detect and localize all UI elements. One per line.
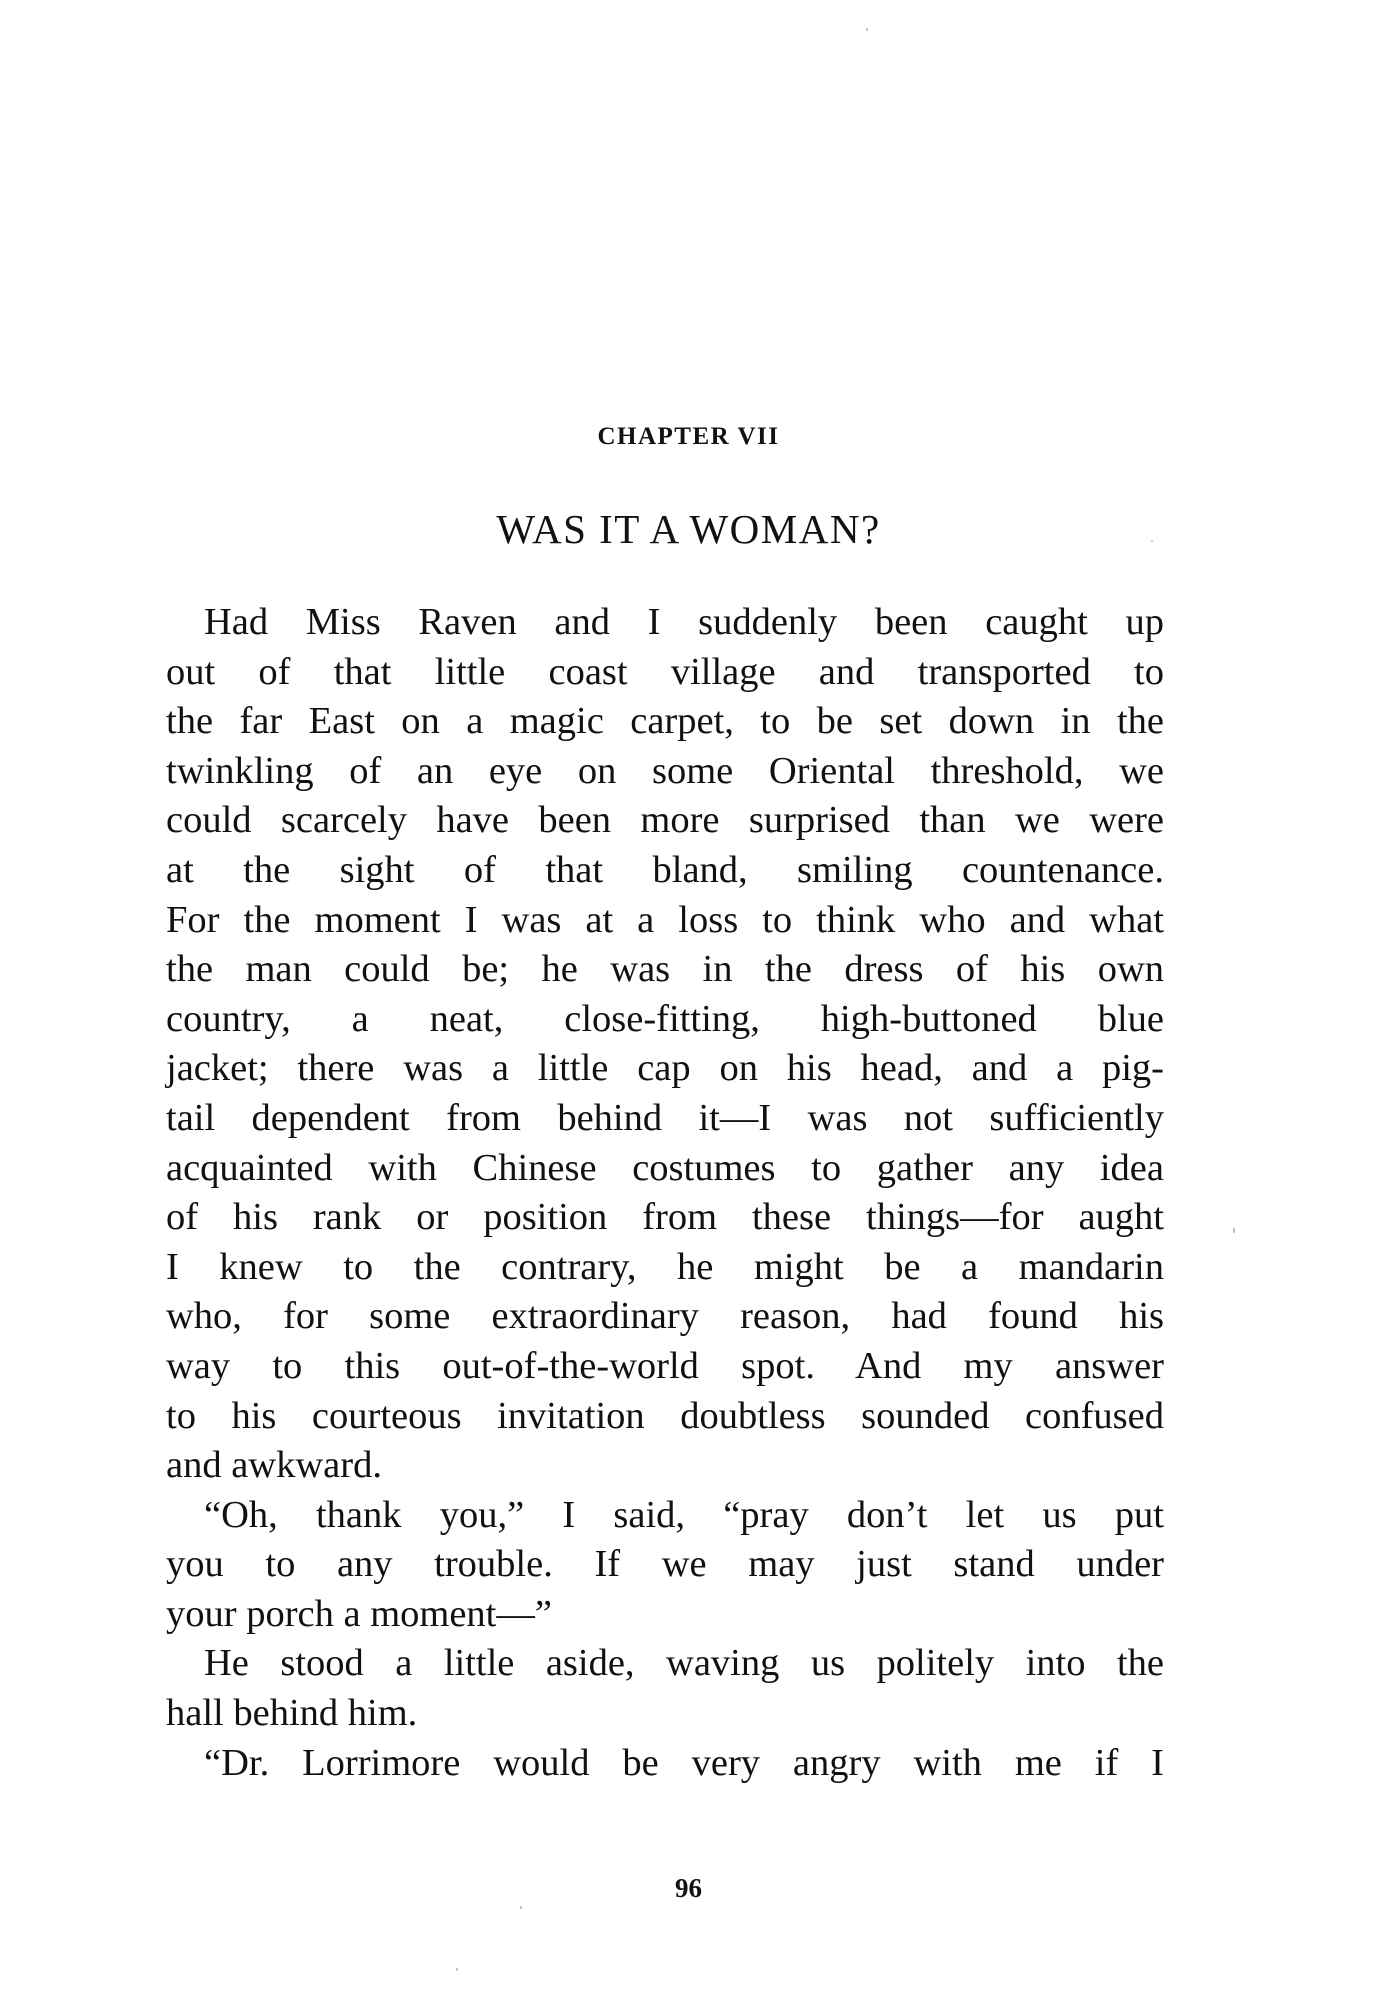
text-line: twinkling of an eye on some Oriental threshold, we <box>166 749 1164 792</box>
text-line: jacket; there was a little cap on his head, and a pig- <box>166 1047 1164 1090</box>
text-line: Had Miss Raven and I suddenly been caught up <box>204 601 1164 643</box>
text-line: hall behind him. <box>166 1692 418 1735</box>
text-line: “Dr. Lorrimore would be very angry with me if I <box>204 1741 1164 1784</box>
paragraph-1 <box>166 598 1164 1491</box>
text-line: way to this out-of-the-world spot. And my answer <box>166 1344 1164 1387</box>
text-line: your porch a moment—” <box>166 1592 552 1635</box>
page-number: 96 <box>675 1873 702 1903</box>
chapter-label: CHAPTER VII <box>597 423 780 450</box>
text-line: tail dependent from behind it—I was not sufficiently <box>166 1096 1164 1139</box>
text-line: country, a neat, close-fitting, high-buttoned blue <box>166 997 1164 1040</box>
paragraph-3 <box>166 1639 1164 1738</box>
text-line: the far East on a magic carpet, to be set down in the <box>166 700 1164 743</box>
paragraph-2 <box>166 1491 1164 1640</box>
text-line: I knew to the contrary, he might be a mandarin <box>166 1245 1164 1288</box>
text-line: could scarcely have been more surprised than we were <box>166 799 1164 842</box>
paragraph-4 <box>166 1739 1164 1789</box>
text-line: “Oh, thank you,” I said, “pray don’t let us put <box>204 1493 1164 1536</box>
text-line: the man could be; he was in the dress of his own <box>166 948 1164 991</box>
text-line: For the moment I was at a loss to think who and what <box>166 898 1164 941</box>
scan-speck <box>456 1968 458 1971</box>
text-line: and awkward. <box>166 1444 382 1487</box>
scan-speck <box>866 28 868 31</box>
body-text <box>166 598 1164 1788</box>
text-line: He stood a little aside, waving us politely into the <box>204 1642 1164 1685</box>
text-line: you to any trouble. If we may just stand under <box>166 1543 1164 1586</box>
scan-speck <box>1151 540 1153 542</box>
text-line: acquainted with Chinese costumes to gather any idea <box>166 1146 1164 1189</box>
text-line: of his rank or position from these things—for aught <box>166 1196 1164 1239</box>
scan-speck <box>520 1906 522 1909</box>
text-line: who, for some extraordinary reason, had found his <box>166 1295 1164 1338</box>
chapter-title: WAS IT A WOMAN? <box>496 506 881 552</box>
text-line: out of that little coast village and transported to <box>166 650 1164 693</box>
scan-speck <box>1233 1228 1235 1233</box>
text-line: to his courteous invitation doubtless sounded confused <box>166 1394 1164 1437</box>
text-line: at the sight of that bland, smiling countenance. <box>166 848 1164 891</box>
